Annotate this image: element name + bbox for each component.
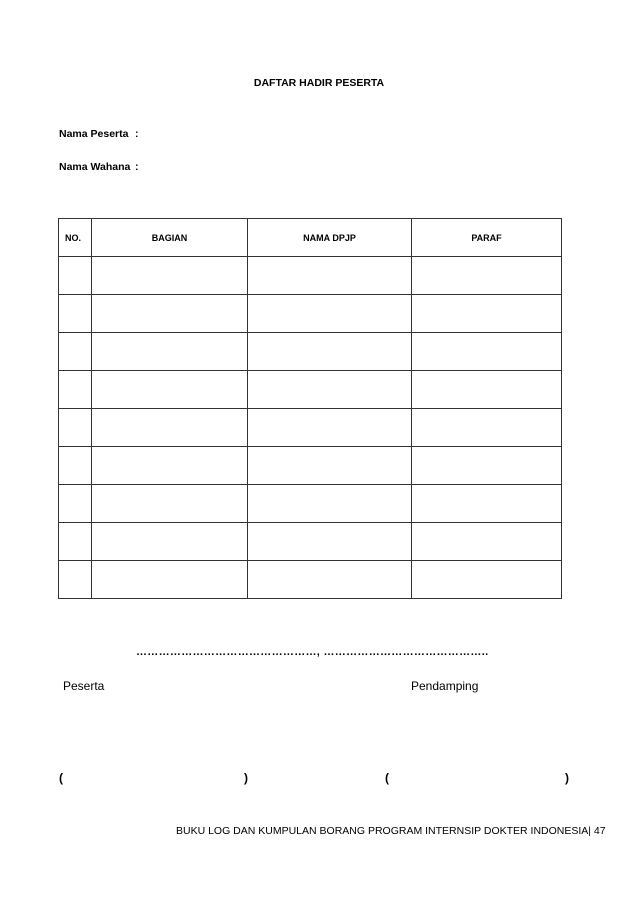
header-no: NO. [59, 219, 92, 257]
cell-no[interactable] [59, 447, 92, 485]
cell-bagian[interactable] [92, 257, 248, 295]
wahana-name-field [59, 161, 139, 173]
companion-signature-close-paren: ) [565, 771, 569, 785]
cell-no[interactable] [59, 485, 92, 523]
cell-nama-dpjp[interactable] [248, 447, 412, 485]
cell-no[interactable] [59, 257, 92, 295]
place-date-line: …………………………………………, …………………………………….. [136, 646, 489, 658]
table-row [59, 523, 562, 561]
participant-name-field [59, 128, 139, 140]
cell-nama-dpjp[interactable] [248, 371, 412, 409]
table-row [59, 371, 562, 409]
table-row [59, 295, 562, 333]
cell-nama-dpjp[interactable] [248, 409, 412, 447]
cell-no[interactable] [59, 523, 92, 561]
table-row [59, 561, 562, 599]
cell-bagian[interactable] [92, 485, 248, 523]
participant-name-colon: : [135, 128, 139, 140]
page-footer: BUKU LOG DAN KUMPULAN BORANG PROGRAM INTERNSIP DOKTER INDONESIA| 47 [176, 825, 606, 837]
participant-signature-close-paren: ) [244, 771, 248, 785]
table-row [59, 447, 562, 485]
cell-paraf[interactable] [412, 485, 562, 523]
table-row [59, 409, 562, 447]
attendance-table [58, 218, 562, 599]
cell-bagian[interactable] [92, 561, 248, 599]
participant-name-label: Nama Peserta [59, 128, 129, 140]
header-bagian: BAGIAN [92, 219, 248, 257]
header-nama-dpjp: NAMA DPJP [248, 219, 412, 257]
cell-paraf[interactable] [412, 523, 562, 561]
page-title: DAFTAR HADIR PESERTA [253, 77, 385, 89]
cell-paraf[interactable] [412, 333, 562, 371]
cell-no[interactable] [59, 409, 92, 447]
header-paraf: PARAF [412, 219, 562, 257]
cell-nama-dpjp[interactable] [248, 257, 412, 295]
cell-bagian[interactable] [92, 409, 248, 447]
cell-paraf[interactable] [412, 561, 562, 599]
table-row [59, 257, 562, 295]
cell-nama-dpjp[interactable] [248, 333, 412, 371]
cell-bagian[interactable] [92, 295, 248, 333]
cell-paraf[interactable] [412, 447, 562, 485]
cell-bagian[interactable] [92, 333, 248, 371]
cell-no[interactable] [59, 371, 92, 409]
cell-nama-dpjp[interactable] [248, 523, 412, 561]
cell-bagian[interactable] [92, 523, 248, 561]
table-row [59, 333, 562, 371]
cell-paraf[interactable] [412, 257, 562, 295]
cell-no[interactable] [59, 333, 92, 371]
cell-paraf[interactable] [412, 409, 562, 447]
table-row [59, 485, 562, 523]
table-header-row [59, 219, 562, 257]
cell-paraf[interactable] [412, 295, 562, 333]
cell-nama-dpjp[interactable] [248, 485, 412, 523]
wahana-name-label: Nama Wahana [59, 161, 131, 173]
cell-nama-dpjp[interactable] [248, 561, 412, 599]
companion-signature-label: Pendamping [411, 679, 479, 693]
cell-paraf[interactable] [412, 371, 562, 409]
participant-signature-label: Peserta [63, 679, 105, 693]
cell-no[interactable] [59, 295, 92, 333]
cell-no[interactable] [59, 561, 92, 599]
participant-signature-open-paren: ( [59, 771, 63, 785]
cell-nama-dpjp[interactable] [248, 295, 412, 333]
cell-bagian[interactable] [92, 371, 248, 409]
companion-signature-open-paren: ( [385, 771, 389, 785]
cell-bagian[interactable] [92, 447, 248, 485]
wahana-name-colon: : [135, 161, 139, 173]
